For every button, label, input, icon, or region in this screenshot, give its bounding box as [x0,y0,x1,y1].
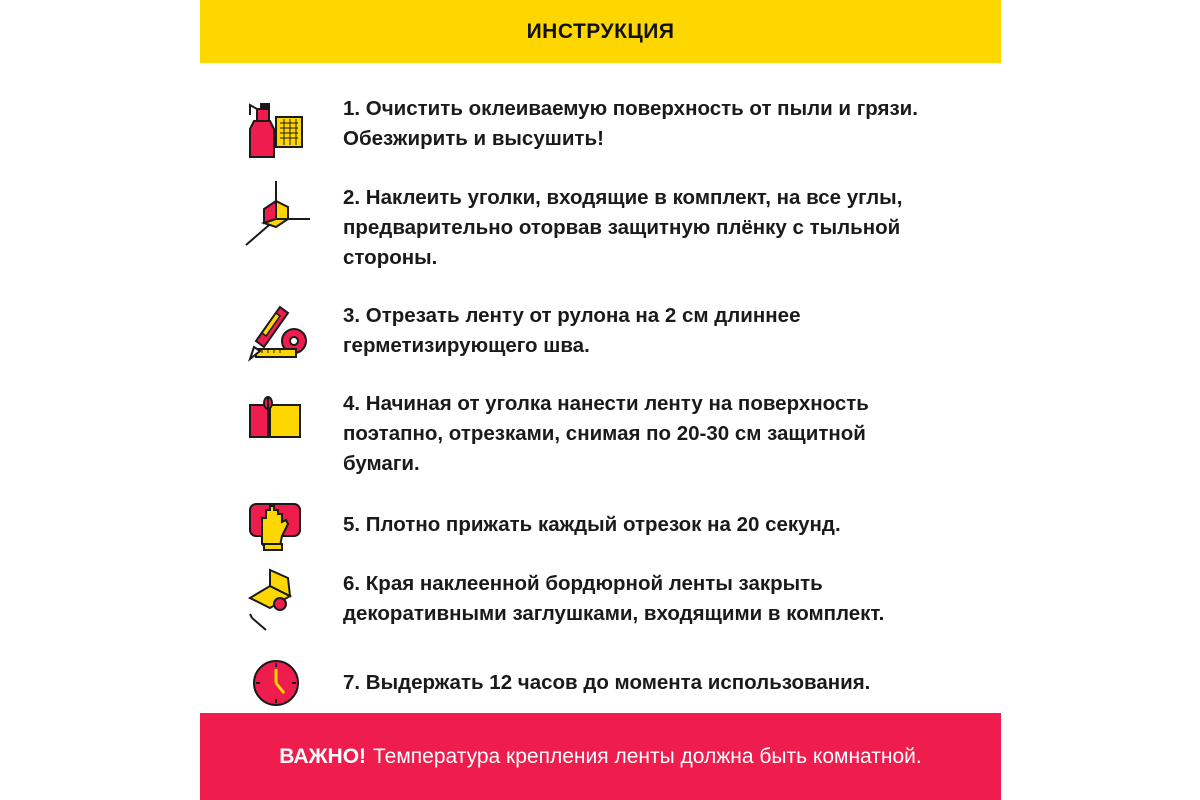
step-5-text: 5. Плотно прижать каждый отрезок на 20 секунд. [343,513,841,536]
tape-corner-icon [240,564,312,636]
header-banner [200,0,1001,63]
roll-sheet-icon [240,389,312,461]
step-6-text: 6. Края наклеенной бордюрной ленты закрыть декоративными заглушками, входящими в комплект. [343,572,885,625]
spray-sponge-icon [240,95,312,167]
step-3-text: 3. Отрезать ленту от рулона на 2 см длиннее герметизирующего шва. [343,304,801,357]
clock-icon [240,647,312,719]
footer-text: Температура крепления ленты должна быть комнатной. [373,744,922,768]
step-7-text: 7. Выдержать 12 часов до момента использования. [343,671,871,694]
step-4-text: 4. Начиная от уголка нанести ленту на поверхность поэтапно, отрезками, снимая по 20-30 см защитной бумаги. [343,392,869,475]
header-title: ИНСТРУКЦИЯ [526,19,675,43]
step-2-text: 2. Наклеить уголки, входящие в комплект, на все углы, предварительно оторвав защитную плёнку с тыльной стороны. [343,186,903,269]
cutter-tape-icon [240,297,312,369]
hand-press-icon [240,488,312,560]
corner-icon [240,179,312,251]
step-1-text: 1. Очистить оклеиваемую поверхность от пыли и грязи. Обезжирить и высушить! [343,97,918,150]
footer-important-label: ВАЖНО! [279,744,367,768]
footer-banner [200,713,1001,800]
